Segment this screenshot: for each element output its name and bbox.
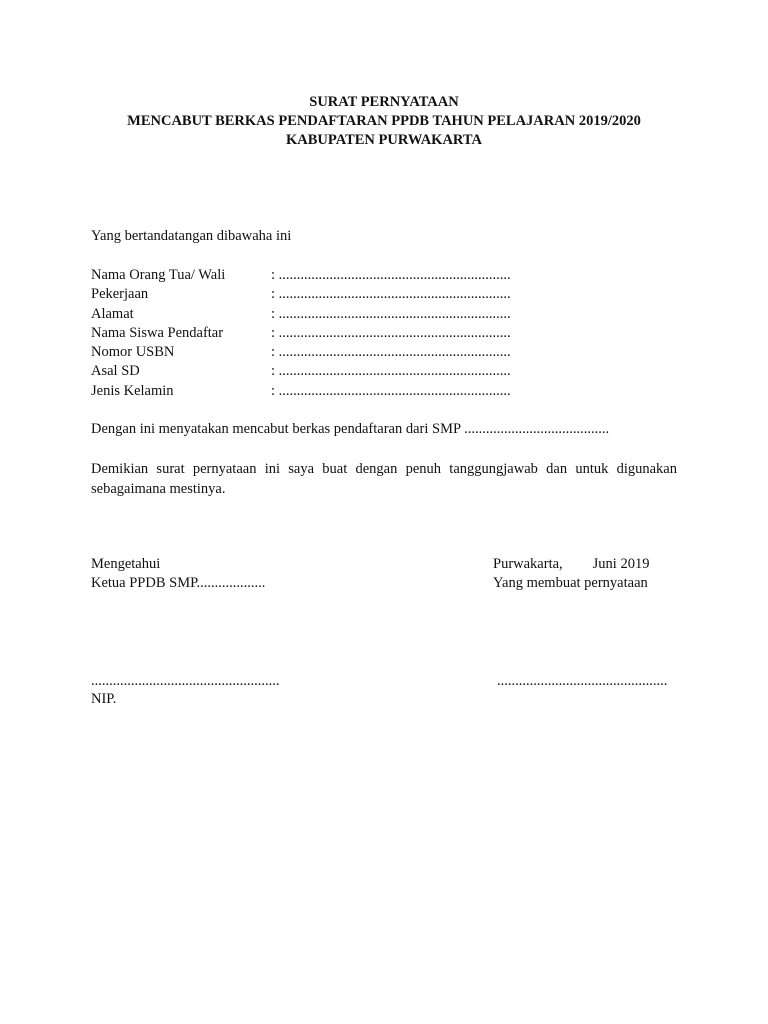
- field-label: Pekerjaan: [91, 286, 149, 303]
- document-title: SURAT PERNYATAAN: [309, 94, 459, 110]
- field-label: Jenis Kelamin: [91, 382, 174, 399]
- field-label: Nama Orang Tua/ Wali: [91, 267, 226, 283]
- declarant-label: Yang membuat pernyataan: [493, 575, 648, 591]
- field-row-gender: [91, 382, 531, 401]
- field-blank: : ................................................................: [271, 363, 511, 380]
- field-blank: : ................................................................: [271, 267, 511, 283]
- field-label: Asal SD: [91, 363, 140, 380]
- date-label: Juni 2019: [592, 556, 650, 572]
- field-blank: : ................................................................: [271, 305, 511, 322]
- field-row-usbn-number: [91, 343, 531, 362]
- signature-block-left: [91, 555, 265, 593]
- intro-text: Yang bertandatangan dibawaha ini: [91, 228, 292, 244]
- form-fields: [91, 266, 531, 401]
- field-row-student-name: [91, 324, 531, 343]
- closing-paragraph: Demikian surat pernyataan ini saya buat dengan penuh tanggungjawab dan untuk digunakan sebagaimana mestinya.: [91, 461, 677, 497]
- field-label: Nama Siswa Pendaftar: [91, 324, 224, 341]
- field-row-address: [91, 305, 531, 324]
- field-row-occupation: [91, 285, 531, 304]
- document-subtitle: MENCABUT BERKAS PENDAFTARAN PPDB TAHUN PELAJARAN 2019/2020: [127, 113, 641, 129]
- nip-label: NIP.: [91, 691, 117, 707]
- place-date-line: [493, 555, 649, 574]
- document-region: KABUPATEN PURWAKARTA: [286, 132, 482, 148]
- place-label: Purwakarta,: [493, 556, 563, 572]
- field-row-origin-school: [91, 362, 531, 381]
- document-header: [0, 93, 768, 150]
- acknowledged-label: Mengetahui: [91, 556, 161, 572]
- committee-chair-label: Ketua PPDB SMP...................: [91, 575, 266, 591]
- field-blank: : ................................................................: [271, 286, 511, 303]
- field-blank: : ................................................................: [271, 324, 511, 341]
- field-row-parent-name: [91, 266, 531, 285]
- field-blank: : ................................................................: [271, 382, 511, 399]
- signature-block-right: [493, 555, 649, 593]
- field-label: Nomor USBN: [91, 344, 175, 361]
- field-blank: : ................................................................: [271, 344, 511, 361]
- signature-blank-right: ...............................................: [497, 673, 668, 689]
- field-label: Alamat: [91, 305, 134, 322]
- signature-blank-left: ....................................................: [91, 673, 280, 689]
- withdrawal-statement: Dengan ini menyatakan mencabut berkas pendaftaran dari SMP ........................................: [91, 421, 610, 437]
